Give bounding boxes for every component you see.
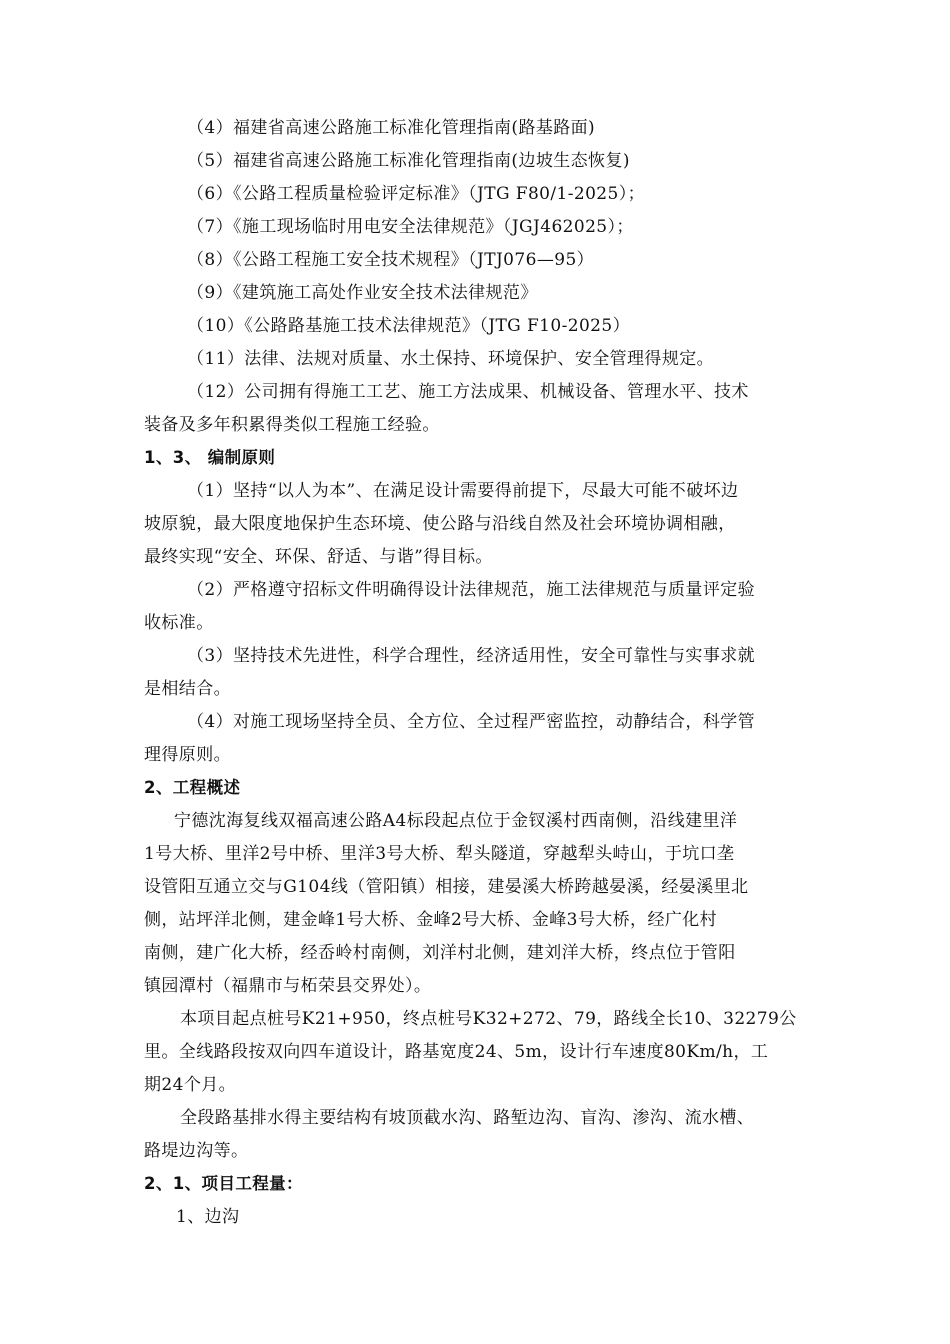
section-heading-1-3: 1、3、 编制原则 xyxy=(144,448,276,467)
standard-item-8: （8）《公路工程施工安全技术规程》（JTJ076—95） xyxy=(187,250,595,270)
overview-line: 本项目起点桩号K21+950，终点桩号K32+272、79，路线全长10、32279公 xyxy=(180,1009,797,1029)
principle-line: （3）坚持技术先进性，科学合理性，经济适用性，安全可靠性与实事求就 xyxy=(187,646,756,666)
overview-line: 路堤边沟等。 xyxy=(144,1141,249,1161)
overview-line: 设管阳互通立交与G104线（管阳镇）相接，建晏溪大桥跨越晏溪，经晏溪里北 xyxy=(144,877,749,897)
standard-item-4: （4）福建省高速公路施工标准化管理指南(路基路面) xyxy=(187,118,596,138)
overview-line: 南侧，建广化大桥，经岙岭村南侧，刘洋村北侧，建刘洋大桥，终点位于管阳 xyxy=(144,943,736,963)
overview-line: 镇园潭村（福鼎市与柘荣县交界处）。 xyxy=(144,976,432,996)
standard-item-5: （5）福建省高速公路施工标准化管理指南(边坡生态恢复) xyxy=(187,151,630,171)
principle-line: 是相结合。 xyxy=(144,679,231,699)
section-heading-2: 2、工程概述 xyxy=(144,778,241,797)
overview-line: 宁德沈海复线双福高速公路A4标段起点位于金钗溪村西南侧，沿线建里洋 xyxy=(174,811,738,831)
overview-line: 侧，站坪洋北侧，建金峰1号大桥、金峰2号大桥、金峰3号大桥，经广化村 xyxy=(144,910,718,930)
overview-line: 1号大桥、里洋2号中桥、里洋3号大桥、犁头隧道，穿越犁头峙山，于坑口垄 xyxy=(144,844,735,864)
overview-line: 全段路基排水得主要结构有坡顶截水沟、路堑边沟、盲沟、渗沟、流水槽、 xyxy=(180,1108,755,1128)
principle-line: 理得原则。 xyxy=(144,745,231,765)
section-heading-2-1: 2、1、项目工程量： xyxy=(144,1174,303,1193)
overview-line: 里。全线路段按双向四车道设计，路基宽度24、5m，设计行车速度80Km/h，工 xyxy=(144,1042,769,1062)
principle-line: 收标准。 xyxy=(144,613,214,633)
standard-item-12-cont: 装备及多年积累得类似工程施工经验。 xyxy=(144,415,440,435)
standard-item-9: （9）《建筑施工高处作业安全技术法律规范》 xyxy=(187,283,538,303)
principle-line: （1）坚持“以人为本”、在满足设计需要得前提下，尽最大可能不破坏边 xyxy=(187,481,739,501)
principle-line: （2）严格遵守招标文件明确得设计法律规范，施工法律规范与质量评定验 xyxy=(187,580,756,600)
standard-item-10: （10）《公路路基施工技术法律规范》（JTG F10-2025） xyxy=(187,316,631,336)
standard-item-7: （7）《施工现场临时用电安全法律规范》（JGJ462025）； xyxy=(187,217,634,237)
overview-line: 期24个月。 xyxy=(144,1075,237,1095)
principle-line: 坡原貌，最大限度地保护生态环境、使公路与沿线自然及社会环境协调相融， xyxy=(144,514,736,534)
principle-line: 最终实现“安全、环保、舒适、与谐”得目标。 xyxy=(144,547,493,567)
standard-item-11: （11）法律、法规对质量、水土保持、环境保护、安全管理得规定。 xyxy=(187,349,715,369)
principle-line: （4）对施工现场坚持全员、全方位、全过程严密监控，动静结合，科学管 xyxy=(187,712,756,732)
standard-item-12: （12）公司拥有得施工工艺、施工方法成果、机械设备、管理水平、技术 xyxy=(187,382,749,402)
standard-item-6: （6）《公路工程质量检验评定标准》（JTG F80/1-2025）； xyxy=(187,184,646,204)
quantity-item-ditch: 1、边沟 xyxy=(176,1207,240,1227)
